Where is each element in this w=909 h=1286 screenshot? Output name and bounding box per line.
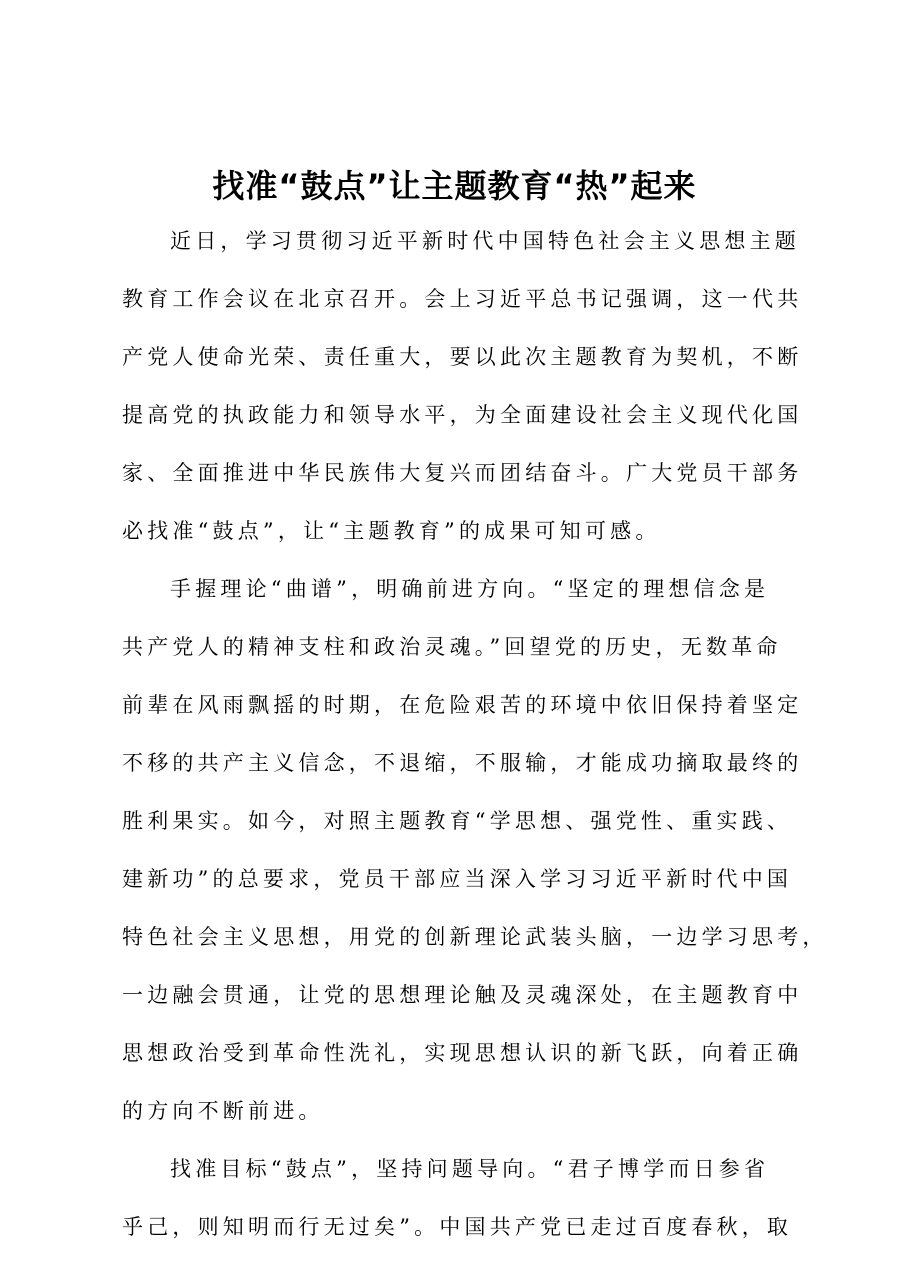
text-line: 前辈在风雨飘摇的时期，在危险艰苦的环境中依旧保持着坚定 [122,693,803,717]
text-line: 提高党的执政能力和领导水平，为全面建设社会主义现代化国 [122,403,803,427]
text-line: 特色社会主义思想，用党的创新理论武装头脑，一边学习思考， [122,925,828,949]
text-line: 近日，学习贯彻习近平新时代中国特色社会主义思想主题 [170,229,800,253]
text-line: 找准目标“鼓点”，坚持问题导向。“君子博学而日参省 [170,1157,770,1181]
text-line: 的方向不断前进。 [122,1099,324,1123]
text-line: 乎己，则知明而行无过矣”。中国共产党已走过百度春秋，取 [122,1215,793,1239]
text-line: 教育工作会议在北京召开。会上习近平总书记强调，这一代共 [122,287,803,311]
text-line: 必找准“鼓点”，让“主题教育”的成果可知可感。 [122,519,661,543]
document-title: 找准“鼓点”让主题教育“热”起来 [212,167,697,205]
text-line: 胜利果实。如今，对照主题教育“学思想、强党性、重实践、 [122,809,793,833]
text-line: 手握理论“曲谱”，明确前进方向。“坚定的理想信念是 [170,577,770,601]
text-line: 共产党人的精神支柱和政治灵魂。”回望党的历史，无数革命 [122,635,782,659]
text-line: 产党人使命光荣、责任重大，要以此次主题教育为契机，不断 [122,345,803,369]
text-line: 思想政治受到革命性洗礼，实现思想认识的新飞跃，向着正确 [122,1041,803,1065]
text-line: 不移的共产主义信念，不退缩，不服输，才能成功摘取最终的 [122,751,803,775]
text-line: 建新功”的总要求，党员干部应当深入学习习近平新时代中国 [122,867,793,891]
text-line: 一边融会贯通，让党的思想理论触及灵魂深处，在主题教育中 [122,983,803,1007]
text-line: 家、全面推进中华民族伟大复兴而团结奋斗。广大党员干部务 [122,461,803,485]
